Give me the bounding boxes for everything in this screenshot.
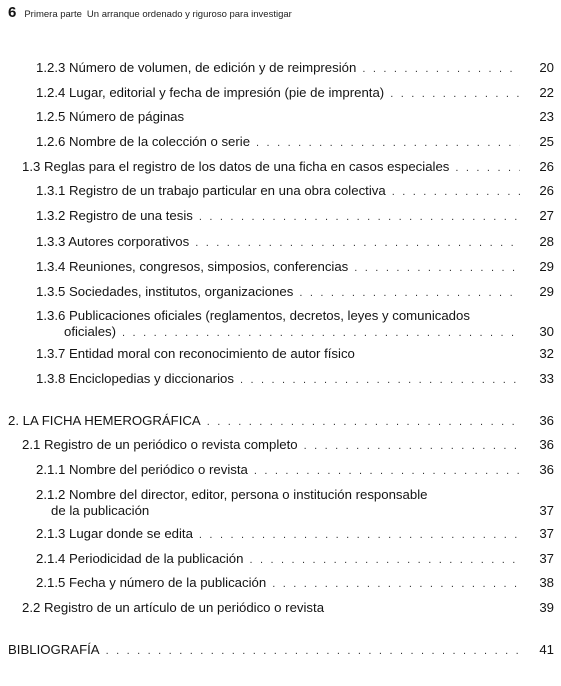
- toc-entry-page: 41: [539, 642, 554, 657]
- toc-entry: [36, 208, 554, 225]
- toc-entry-page: 37: [539, 503, 554, 518]
- toc-entry: [22, 437, 554, 454]
- toc-entry-label: 2.2 Registro de un artículo de un periódico o revista: [22, 600, 325, 615]
- toc-entry-label: oficiales): [64, 324, 117, 339]
- toc-entry: [36, 487, 554, 520]
- dot-leader: [207, 414, 520, 430]
- toc-entry: [22, 159, 554, 176]
- toc-entry: [36, 183, 554, 200]
- toc-entry: [36, 134, 554, 151]
- toc-entry-page: 37: [539, 551, 554, 566]
- dot-leader: [106, 643, 520, 659]
- running-title: Un arranque ordenado y riguroso para investigar: [86, 9, 292, 20]
- toc-entry-page: 36: [539, 437, 554, 452]
- toc-entry-page: 27: [539, 208, 554, 223]
- dot-leader: [199, 209, 520, 225]
- toc-entry: [36, 371, 554, 388]
- toc-entry-label: 2.1.3 Lugar donde se edita: [36, 526, 193, 541]
- toc-entry-label: 1.3 Reglas para el registro de los datos de una ficha en casos especiales: [22, 159, 450, 174]
- toc-entry-page: 36: [539, 462, 554, 477]
- toc-entry-label: 2.1 Registro de un periódico o revista completo: [22, 437, 298, 452]
- toc-entry-page: 29: [539, 259, 554, 274]
- toc-entry-page: 39: [539, 600, 554, 615]
- toc-entry-label: 1.2.6 Nombre de la colección o serie: [36, 134, 251, 149]
- dot-leader: [199, 527, 520, 543]
- toc-entry-page: 33: [539, 371, 554, 386]
- toc-entry-page: 23: [539, 109, 554, 124]
- toc-entry-page: 26: [539, 159, 554, 174]
- toc-entry-label: 1.3.7 Entidad moral con reconocimiento de autor físico: [36, 346, 355, 361]
- toc-entry-label: 1.3.4 Reuniones, congresos, simposios, conferencias: [36, 259, 349, 274]
- toc-entry: [36, 526, 554, 543]
- toc-entry: [36, 60, 554, 77]
- toc-entry: [36, 259, 554, 276]
- toc-entry-page: 28: [539, 234, 554, 249]
- dot-leader: [392, 184, 520, 200]
- toc-entry-page: 37: [539, 526, 554, 541]
- toc-entry-label: 2.1.1 Nombre del periódico o revista: [36, 462, 248, 477]
- dot-leader: [254, 463, 520, 479]
- toc-entry: [36, 308, 554, 341]
- toc-entry-label: 1.2.3 Número de volumen, de edición y de reimpresión: [36, 60, 357, 75]
- toc-entry-page: 30: [539, 324, 554, 339]
- toc-entry-label: 2.1.4 Periodicidad de la publicación: [36, 551, 244, 566]
- toc-entry: [36, 551, 554, 568]
- toc-entry: [8, 642, 554, 659]
- toc-entry: [36, 85, 554, 102]
- dot-leader: [362, 61, 520, 77]
- toc-entry-label: 1.2.5 Número de páginas: [36, 109, 185, 124]
- toc-entry: [36, 234, 554, 251]
- toc-entry-page: 25: [539, 134, 554, 149]
- toc-entry: [36, 346, 554, 363]
- toc-entry-label: 1.3.3 Autores corporativos: [36, 234, 190, 249]
- toc-entry-page: 36: [539, 413, 554, 428]
- toc-entry: [36, 284, 554, 301]
- toc-entry-label-line1: 2.1.2 Nombre del director, editor, persona o institución responsable: [36, 487, 428, 502]
- dot-leader: [304, 438, 520, 454]
- toc-entry-page: 26: [539, 183, 554, 198]
- toc-entry: [36, 462, 554, 479]
- toc-entry: [36, 575, 554, 592]
- page-number: 6: [8, 4, 17, 21]
- dot-leader: [299, 285, 520, 301]
- toc-entry-label-line1: 1.3.6 Publicaciones oficiales (reglamentos, decretos, leyes y comunicados: [36, 308, 470, 323]
- toc-entry-page: 32: [539, 346, 554, 361]
- toc-entry-page: 22: [539, 85, 554, 100]
- toc-entry-label: 1.3.2 Registro de una tesis: [36, 208, 193, 223]
- dot-leader: [122, 325, 520, 341]
- toc-entry: [36, 109, 554, 126]
- toc-entry-page: 38: [539, 575, 554, 590]
- toc-entry-label: 1.3.5 Sociedades, institutos, organizaciones: [36, 284, 294, 299]
- toc-entry: [22, 600, 554, 617]
- dot-leader: [195, 235, 520, 251]
- toc-entry-label: 1.3.1 Registro de un trabajo particular en una obra colectiva: [36, 183, 386, 198]
- dot-leader: [249, 552, 520, 568]
- dot-leader: [240, 372, 520, 388]
- part-label: Primera parte: [24, 9, 82, 20]
- toc-entry: [8, 413, 554, 430]
- toc-entry-label: 1.2.4 Lugar, editorial y fecha de impresión (pie de imprenta): [36, 85, 385, 100]
- toc-entry-page: 29: [539, 284, 554, 299]
- dot-leader: [256, 135, 520, 151]
- toc-entry-label: de la publicación: [51, 503, 150, 518]
- toc-entry-label: 1.3.8 Enciclopedias y diccionarios: [36, 371, 234, 386]
- dot-leader: [455, 160, 520, 176]
- toc-entry-label: 2.1.5 Fecha y número de la publicación: [36, 575, 267, 590]
- dot-leader: [354, 260, 520, 276]
- toc-entry-label: BIBLIOGRAFÍA: [8, 642, 100, 657]
- toc-entry-page: 20: [539, 60, 554, 75]
- dot-leader: [272, 576, 520, 592]
- toc-entry-label: 2. LA FICHA HEMEROGRÁFICA: [8, 413, 201, 428]
- dot-leader: [390, 86, 520, 102]
